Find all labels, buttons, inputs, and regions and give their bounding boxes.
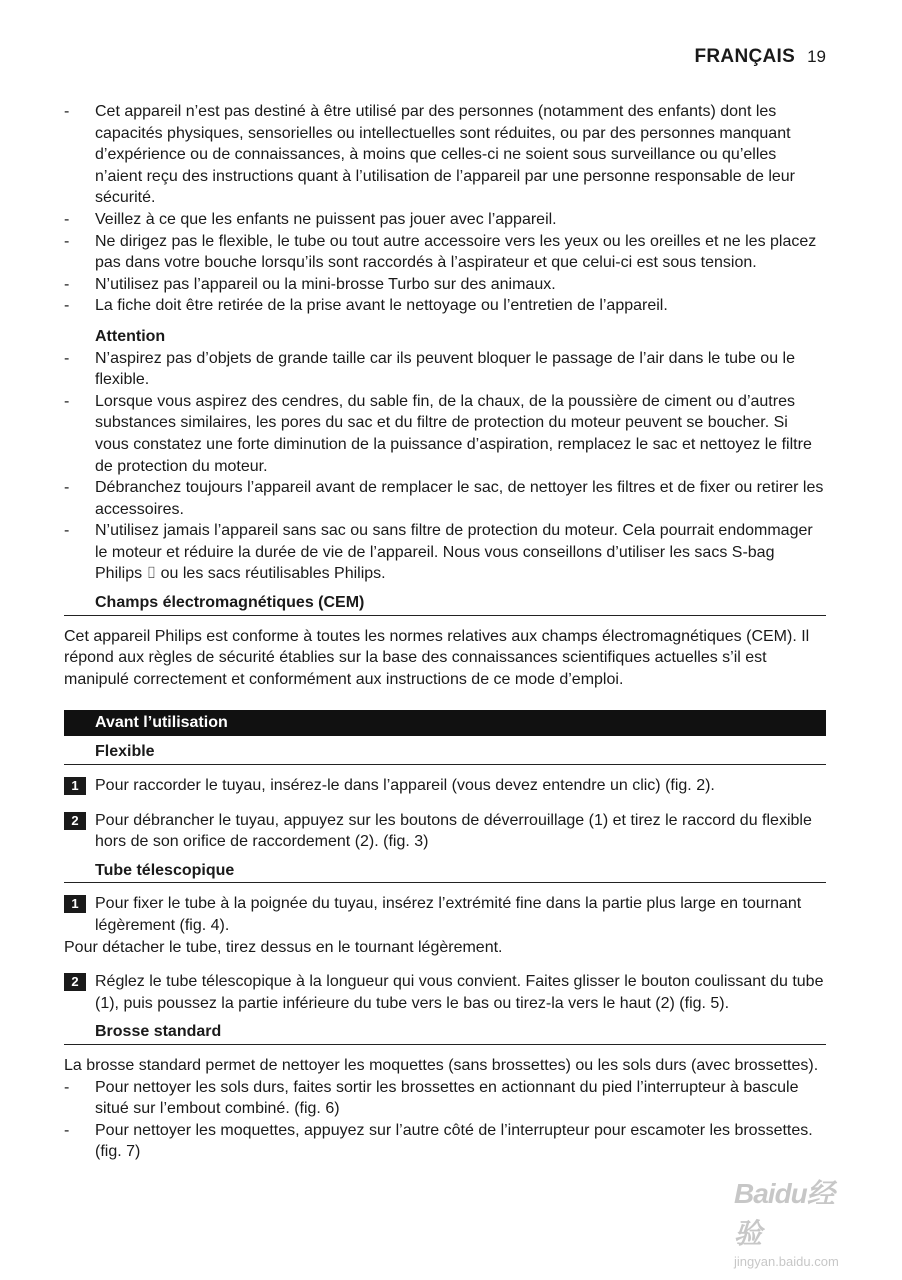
step-text: Pour raccorder le tuyau, insérez-le dans l’appareil (vous devez entendre un clic) (fig. 2). bbox=[95, 777, 715, 795]
language-label: FRANÇAIS bbox=[694, 46, 796, 67]
step-item bbox=[64, 893, 826, 936]
cem-paragraph: Cet appareil Philips est conforme à toutes les normes relatives aux champs électromagnétiques (CEM). Il répond aux règles de sécurité établies sur la base des connaissances scientifiques actuelles s’il est manipulé correctement et conformément aux instructions de ce mode d’emploi. bbox=[64, 627, 810, 688]
list-item: - Lorsque vous aspirez des cendres, du sable fin, de la chaux, de la poussière de ciment ou d’autres substances similaires, les pores du sac et du filtre de protection du moteur peuvent se boucher. Si vous constatez une forte diminution de la puissance d’aspiration, remplacez le sac et nettoyez le filtre de protection du moteur. bbox=[64, 391, 826, 477]
attention-list bbox=[64, 348, 826, 586]
page-number: 19 bbox=[807, 47, 826, 66]
list-item: - Ne dirigez pas le flexible, le tube ou tout autre accessoire vers les yeux ou les oreilles et ne les placez pas dans votre bouche lorsqu’ils sont raccordés à l’aspirateur et que celui-ci est sous tension. bbox=[64, 231, 826, 274]
watermark-logo: Baidu经验 bbox=[734, 1178, 834, 1249]
list-item: - Débranchez toujours l’appareil avant de remplacer le sac, de nettoyer les filtres et de fixer ou retirer les accessoires. bbox=[64, 477, 826, 520]
brosse-heading: Brosse standard bbox=[64, 1021, 826, 1045]
watermark bbox=[734, 1172, 854, 1269]
step-item bbox=[64, 971, 826, 1014]
tube-heading: Tube télescopique bbox=[64, 860, 826, 884]
list-item: - Pour nettoyer les sols durs, faites sortir les brossettes en actionnant du pied l’interrupteur à bascule situé sur l’embout combiné. (fig. 6) bbox=[64, 1077, 826, 1120]
attention-heading: Attention bbox=[95, 327, 166, 345]
step-text: Pour débrancher le tuyau, appuyez sur les boutons de déverrouillage (1) et tirez le raccord du flexible hors de son orifice de raccordement (2). (fig. 3) bbox=[95, 811, 812, 851]
flexible-heading: Flexible bbox=[64, 741, 826, 765]
list-item: - Veillez à ce que les enfants ne puissent pas jouer avec l’appareil. bbox=[64, 209, 826, 231]
step-text: Pour fixer le tube à la poignée du tuyau, insérez l’extrémité fine dans la partie plus large en tournant légèrement (fig. 4). bbox=[95, 895, 802, 934]
list-item: - N’aspirez pas d’objets de grande taille car ils peuvent bloquer le passage de l’air dans le tube ou le flexible. bbox=[64, 348, 826, 391]
page-header bbox=[695, 46, 827, 68]
step-text: Réglez le tube télescopique à la longueur qui vous convient. Faites glisser le bouton coulissant du tube (1), puis poussez la partie inférieure du tube vers le bas ou tirez-la vers le haut (2) (fig. 5). bbox=[95, 973, 824, 1012]
brosse-paragraph: La brosse standard permet de nettoyer les moquettes (sans brossettes) ou les sols durs (avec brossettes). bbox=[64, 1056, 819, 1074]
safety-list bbox=[64, 101, 826, 317]
step-number: 2 bbox=[64, 812, 86, 830]
step-number: 2 bbox=[64, 973, 86, 991]
page-content bbox=[64, 101, 826, 1163]
section-heading-avant: Avant l’utilisation bbox=[64, 710, 826, 736]
list-item: - Pour nettoyer les moquettes, appuyez sur l’autre côté de l’interrupteur pour escamoter les brossettes. (fig. 7) bbox=[64, 1120, 826, 1163]
step-item bbox=[64, 810, 826, 853]
step-number: 1 bbox=[64, 777, 86, 795]
step-number: 1 bbox=[64, 895, 86, 913]
brosse-list bbox=[64, 1077, 826, 1163]
list-item: - N’utilisez jamais l’appareil sans sac ou sans filtre de protection du moteur. Cela pourrait endommager le moteur et réduire la durée de vie de l’appareil. Nous vous conseillons d’utiliser les sacs S-bag Philips ⌷ ou les sacs réutilisables Philips. bbox=[64, 520, 826, 585]
cem-heading: Champs électromagnétiques (CEM) bbox=[64, 592, 826, 616]
watermark-url: jingyan.baidu.com bbox=[734, 1254, 839, 1269]
list-item: - Cet appareil n’est pas destiné à être utilisé par des personnes (notamment des enfants) dont les capacités physiques, sensorielles ou intellectuelles sont réduites, ou par des personnes manquant d’expérience ou de connaissances, à moins que celles-ci ne soient sous surveillance ou qu’elles n’aient reçu des instructions quant à l’utilisation de l’appareil par une personne responsable de leur sécurité. bbox=[64, 101, 826, 209]
list-item: - La fiche doit être retirée de la prise avant le nettoyage ou l’entretien de l’appareil. bbox=[64, 295, 826, 317]
step-item bbox=[64, 775, 826, 797]
tube-note: Pour détacher le tube, tirez dessus en le tournant légèrement. bbox=[64, 938, 503, 956]
list-item: - N’utilisez pas l’appareil ou la mini-brosse Turbo sur des animaux. bbox=[64, 274, 826, 296]
